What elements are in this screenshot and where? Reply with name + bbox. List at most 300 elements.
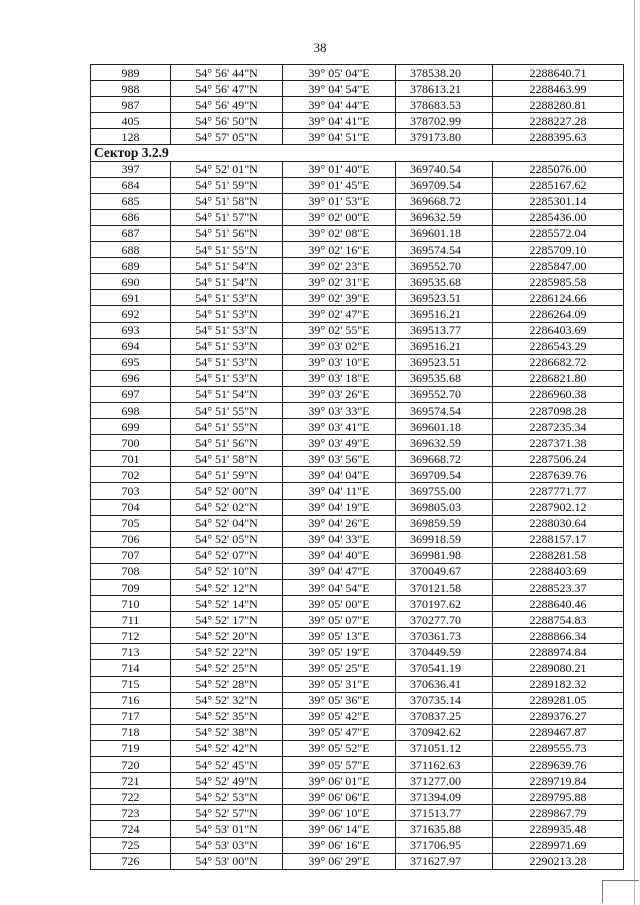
x-coordinate-cell: 371394.09 bbox=[396, 789, 493, 805]
point-number-cell: 684 bbox=[91, 177, 171, 193]
point-number-cell: 705 bbox=[91, 515, 171, 531]
y-coordinate-cell: 2287371.38 bbox=[493, 435, 624, 451]
table-row bbox=[91, 789, 624, 805]
section-header-row bbox=[91, 145, 624, 161]
y-coordinate-cell: 2286403.69 bbox=[493, 322, 624, 338]
x-coordinate-cell: 369709.54 bbox=[396, 467, 493, 483]
latitude-cell: 54° 52' 28"N bbox=[171, 676, 283, 692]
longitude-cell: 39° 03' 02"E bbox=[283, 338, 396, 354]
table-row bbox=[91, 306, 624, 322]
table-row bbox=[91, 499, 624, 515]
scan-corner-mark bbox=[602, 880, 639, 903]
latitude-cell: 54° 51' 55"N bbox=[171, 419, 283, 435]
longitude-cell: 39° 04' 26"E bbox=[283, 515, 396, 531]
latitude-cell: 54° 51' 53"N bbox=[171, 306, 283, 322]
latitude-cell: 54° 56' 44"N bbox=[171, 65, 283, 81]
table-row bbox=[91, 258, 624, 274]
latitude-cell: 54° 51' 54"N bbox=[171, 258, 283, 274]
y-coordinate-cell: 2288281.58 bbox=[493, 547, 624, 563]
point-number-cell: 714 bbox=[91, 660, 171, 676]
latitude-cell: 54° 52' 32"N bbox=[171, 692, 283, 708]
table-body-section bbox=[91, 161, 624, 869]
longitude-cell: 39° 01' 45"E bbox=[283, 177, 396, 193]
x-coordinate-cell: 369552.70 bbox=[396, 386, 493, 402]
latitude-cell: 54° 52' 38"N bbox=[171, 724, 283, 740]
point-number-cell: 719 bbox=[91, 740, 171, 756]
y-coordinate-cell: 2289935.48 bbox=[493, 821, 624, 837]
table-row bbox=[91, 563, 624, 579]
table-row bbox=[91, 274, 624, 290]
y-coordinate-cell: 2287902.12 bbox=[493, 499, 624, 515]
latitude-cell: 54° 52' 49"N bbox=[171, 773, 283, 789]
latitude-cell: 54° 56' 49"N bbox=[171, 97, 283, 113]
latitude-cell: 54° 51' 56"N bbox=[171, 225, 283, 241]
table-row bbox=[91, 370, 624, 386]
x-coordinate-cell: 369513.77 bbox=[396, 322, 493, 338]
point-number-cell: 696 bbox=[91, 370, 171, 386]
longitude-cell: 39° 02' 00"E bbox=[283, 209, 396, 225]
point-number-cell: 710 bbox=[91, 596, 171, 612]
x-coordinate-cell: 369516.21 bbox=[396, 306, 493, 322]
x-coordinate-cell: 371277.00 bbox=[396, 773, 493, 789]
point-number-cell: 715 bbox=[91, 676, 171, 692]
table-row bbox=[91, 402, 624, 418]
x-coordinate-cell: 371162.63 bbox=[396, 757, 493, 773]
longitude-cell: 39° 05' 47"E bbox=[283, 724, 396, 740]
point-number-cell: 716 bbox=[91, 692, 171, 708]
point-number-cell: 702 bbox=[91, 467, 171, 483]
x-coordinate-cell: 370361.73 bbox=[396, 628, 493, 644]
longitude-cell: 39° 04' 51"E bbox=[283, 129, 396, 145]
y-coordinate-cell: 2289467.87 bbox=[493, 724, 624, 740]
x-coordinate-cell: 369740.54 bbox=[396, 161, 493, 177]
table-row bbox=[91, 580, 624, 596]
longitude-cell: 39° 04' 47"E bbox=[283, 563, 396, 579]
latitude-cell: 54° 52' 20"N bbox=[171, 628, 283, 644]
latitude-cell: 54° 56' 47"N bbox=[171, 81, 283, 97]
point-number-cell: 397 bbox=[91, 161, 171, 177]
point-number-cell: 720 bbox=[91, 757, 171, 773]
latitude-cell: 54° 52' 14"N bbox=[171, 596, 283, 612]
x-coordinate-cell: 369981.98 bbox=[396, 547, 493, 563]
table-row bbox=[91, 386, 624, 402]
x-coordinate-cell: 369535.68 bbox=[396, 370, 493, 386]
longitude-cell: 39° 05' 42"E bbox=[283, 708, 396, 724]
latitude-cell: 54° 52' 02"N bbox=[171, 499, 283, 515]
latitude-cell: 54° 51' 55"N bbox=[171, 402, 283, 418]
table-row bbox=[91, 97, 624, 113]
longitude-cell: 39° 06' 06"E bbox=[283, 789, 396, 805]
point-number-cell: 718 bbox=[91, 724, 171, 740]
latitude-cell: 54° 56' 50"N bbox=[171, 113, 283, 129]
latitude-cell: 54° 52' 07"N bbox=[171, 547, 283, 563]
point-number-cell: 693 bbox=[91, 322, 171, 338]
y-coordinate-cell: 2289867.79 bbox=[493, 805, 624, 821]
longitude-cell: 39° 05' 13"E bbox=[283, 628, 396, 644]
x-coordinate-cell: 369668.72 bbox=[396, 193, 493, 209]
y-coordinate-cell: 2289639.76 bbox=[493, 757, 624, 773]
latitude-cell: 54° 51' 57"N bbox=[171, 209, 283, 225]
point-number-cell: 695 bbox=[91, 354, 171, 370]
point-number-cell: 690 bbox=[91, 274, 171, 290]
x-coordinate-cell: 369668.72 bbox=[396, 451, 493, 467]
table-row bbox=[91, 338, 624, 354]
x-coordinate-cell: 379173.80 bbox=[396, 129, 493, 145]
y-coordinate-cell: 2288640.46 bbox=[493, 596, 624, 612]
x-coordinate-cell: 378683.53 bbox=[396, 97, 493, 113]
table-row bbox=[91, 708, 624, 724]
point-number-cell: 708 bbox=[91, 563, 171, 579]
latitude-cell: 54° 51' 59"N bbox=[171, 467, 283, 483]
x-coordinate-cell: 371513.77 bbox=[396, 805, 493, 821]
y-coordinate-cell: 2289080.21 bbox=[493, 660, 624, 676]
x-coordinate-cell: 369535.68 bbox=[396, 274, 493, 290]
scan-edge-line bbox=[634, 0, 635, 905]
y-coordinate-cell: 2287098.28 bbox=[493, 402, 624, 418]
longitude-cell: 39° 02' 23"E bbox=[283, 258, 396, 274]
table-row bbox=[91, 547, 624, 563]
x-coordinate-cell: 378702.99 bbox=[396, 113, 493, 129]
y-coordinate-cell: 2285436.00 bbox=[493, 209, 624, 225]
table-row bbox=[91, 467, 624, 483]
table-row bbox=[91, 113, 624, 129]
table-row bbox=[91, 821, 624, 837]
longitude-cell: 39° 05' 31"E bbox=[283, 676, 396, 692]
x-coordinate-cell: 369523.51 bbox=[396, 290, 493, 306]
table-row bbox=[91, 628, 624, 644]
longitude-cell: 39° 02' 47"E bbox=[283, 306, 396, 322]
table-row bbox=[91, 290, 624, 306]
table-row bbox=[91, 161, 624, 177]
longitude-cell: 39° 04' 54"E bbox=[283, 81, 396, 97]
latitude-cell: 54° 57' 05"N bbox=[171, 129, 283, 145]
y-coordinate-cell: 2289795.88 bbox=[493, 789, 624, 805]
x-coordinate-cell: 369574.54 bbox=[396, 402, 493, 418]
point-number-cell: 689 bbox=[91, 258, 171, 274]
longitude-cell: 39° 04' 44"E bbox=[283, 97, 396, 113]
y-coordinate-cell: 2288974.84 bbox=[493, 644, 624, 660]
point-number-cell: 700 bbox=[91, 435, 171, 451]
x-coordinate-cell: 371051.12 bbox=[396, 740, 493, 756]
point-number-cell: 694 bbox=[91, 338, 171, 354]
point-number-cell: 722 bbox=[91, 789, 171, 805]
table-row bbox=[91, 209, 624, 225]
longitude-cell: 39° 06' 29"E bbox=[283, 853, 396, 869]
table-row bbox=[91, 837, 624, 853]
latitude-cell: 54° 52' 12"N bbox=[171, 580, 283, 596]
longitude-cell: 39° 02' 08"E bbox=[283, 225, 396, 241]
latitude-cell: 54° 52' 53"N bbox=[171, 789, 283, 805]
latitude-cell: 54° 51' 55"N bbox=[171, 242, 283, 258]
y-coordinate-cell: 2289281.05 bbox=[493, 692, 624, 708]
longitude-cell: 39° 02' 31"E bbox=[283, 274, 396, 290]
x-coordinate-cell: 369632.59 bbox=[396, 209, 493, 225]
latitude-cell: 54° 52' 22"N bbox=[171, 644, 283, 660]
longitude-cell: 39° 03' 18"E bbox=[283, 370, 396, 386]
x-coordinate-cell: 378538.20 bbox=[396, 65, 493, 81]
longitude-cell: 39° 05' 25"E bbox=[283, 660, 396, 676]
point-number-cell: 723 bbox=[91, 805, 171, 821]
y-coordinate-cell: 2286264.09 bbox=[493, 306, 624, 322]
y-coordinate-cell: 2288280.81 bbox=[493, 97, 624, 113]
longitude-cell: 39° 03' 33"E bbox=[283, 402, 396, 418]
table-row bbox=[91, 660, 624, 676]
x-coordinate-cell: 369859.59 bbox=[396, 515, 493, 531]
x-coordinate-cell: 371706.95 bbox=[396, 837, 493, 853]
longitude-cell: 39° 05' 00"E bbox=[283, 596, 396, 612]
y-coordinate-cell: 2288523.37 bbox=[493, 580, 624, 596]
table-row bbox=[91, 177, 624, 193]
point-number-cell: 128 bbox=[91, 129, 171, 145]
x-coordinate-cell: 370636.41 bbox=[396, 676, 493, 692]
x-coordinate-cell: 370942.62 bbox=[396, 724, 493, 740]
table-row bbox=[91, 322, 624, 338]
x-coordinate-cell: 370735.14 bbox=[396, 692, 493, 708]
table-row bbox=[91, 65, 624, 81]
table-row bbox=[91, 129, 624, 145]
point-number-cell: 711 bbox=[91, 612, 171, 628]
longitude-cell: 39° 03' 26"E bbox=[283, 386, 396, 402]
latitude-cell: 54° 51' 54"N bbox=[171, 386, 283, 402]
point-number-cell: 988 bbox=[91, 81, 171, 97]
latitude-cell: 54° 52' 10"N bbox=[171, 563, 283, 579]
point-number-cell: 685 bbox=[91, 193, 171, 209]
x-coordinate-cell: 370277.70 bbox=[396, 612, 493, 628]
longitude-cell: 39° 05' 36"E bbox=[283, 692, 396, 708]
y-coordinate-cell: 2289182.32 bbox=[493, 676, 624, 692]
point-number-cell: 703 bbox=[91, 483, 171, 499]
y-coordinate-cell: 2286682.72 bbox=[493, 354, 624, 370]
x-coordinate-cell: 369805.03 bbox=[396, 499, 493, 515]
y-coordinate-cell: 2286960.38 bbox=[493, 386, 624, 402]
longitude-cell: 39° 04' 04"E bbox=[283, 467, 396, 483]
table-row bbox=[91, 853, 624, 869]
longitude-cell: 39° 01' 40"E bbox=[283, 161, 396, 177]
longitude-cell: 39° 03' 56"E bbox=[283, 451, 396, 467]
y-coordinate-cell: 2285167.62 bbox=[493, 177, 624, 193]
y-coordinate-cell: 2287639.76 bbox=[493, 467, 624, 483]
y-coordinate-cell: 2288640.71 bbox=[493, 65, 624, 81]
y-coordinate-cell: 2286543.29 bbox=[493, 338, 624, 354]
table-row bbox=[91, 724, 624, 740]
longitude-cell: 39° 04' 54"E bbox=[283, 580, 396, 596]
y-coordinate-cell: 2288754.83 bbox=[493, 612, 624, 628]
y-coordinate-cell: 2290213.28 bbox=[493, 853, 624, 869]
x-coordinate-cell: 378613.21 bbox=[396, 81, 493, 97]
latitude-cell: 54° 52' 42"N bbox=[171, 740, 283, 756]
longitude-cell: 39° 05' 07"E bbox=[283, 612, 396, 628]
point-number-cell: 709 bbox=[91, 580, 171, 596]
y-coordinate-cell: 2288403.69 bbox=[493, 563, 624, 579]
table-row bbox=[91, 805, 624, 821]
y-coordinate-cell: 2285709.10 bbox=[493, 242, 624, 258]
point-number-cell: 691 bbox=[91, 290, 171, 306]
latitude-cell: 54° 51' 53"N bbox=[171, 354, 283, 370]
latitude-cell: 54° 51' 56"N bbox=[171, 435, 283, 451]
latitude-cell: 54° 52' 35"N bbox=[171, 708, 283, 724]
longitude-cell: 39° 05' 04"E bbox=[283, 65, 396, 81]
latitude-cell: 54° 51' 58"N bbox=[171, 193, 283, 209]
point-number-cell: 687 bbox=[91, 225, 171, 241]
y-coordinate-cell: 2289719.84 bbox=[493, 773, 624, 789]
x-coordinate-cell: 369709.54 bbox=[396, 177, 493, 193]
x-coordinate-cell: 371635.88 bbox=[396, 821, 493, 837]
point-number-cell: 726 bbox=[91, 853, 171, 869]
y-coordinate-cell: 2287235.34 bbox=[493, 419, 624, 435]
latitude-cell: 54° 52' 17"N bbox=[171, 612, 283, 628]
table-row bbox=[91, 773, 624, 789]
point-number-cell: 707 bbox=[91, 547, 171, 563]
section-header-group bbox=[91, 145, 624, 161]
latitude-cell: 54° 52' 45"N bbox=[171, 757, 283, 773]
x-coordinate-cell: 370197.62 bbox=[396, 596, 493, 612]
table-row bbox=[91, 757, 624, 773]
point-number-cell: 706 bbox=[91, 531, 171, 547]
table-row bbox=[91, 612, 624, 628]
point-number-cell: 704 bbox=[91, 499, 171, 515]
latitude-cell: 54° 51' 54"N bbox=[171, 274, 283, 290]
y-coordinate-cell: 2286821.80 bbox=[493, 370, 624, 386]
page-number: 38 bbox=[313, 40, 327, 55]
y-coordinate-cell: 2288157.17 bbox=[493, 531, 624, 547]
table-row bbox=[91, 451, 624, 467]
y-coordinate-cell: 2287506.24 bbox=[493, 451, 624, 467]
y-coordinate-cell: 2288463.99 bbox=[493, 81, 624, 97]
table-row bbox=[91, 435, 624, 451]
table-row bbox=[91, 740, 624, 756]
point-number-cell: 725 bbox=[91, 837, 171, 853]
point-number-cell: 713 bbox=[91, 644, 171, 660]
y-coordinate-cell: 2288030.64 bbox=[493, 515, 624, 531]
x-coordinate-cell: 369516.21 bbox=[396, 338, 493, 354]
longitude-cell: 39° 04' 40"E bbox=[283, 547, 396, 563]
x-coordinate-cell: 369574.54 bbox=[396, 242, 493, 258]
point-number-cell: 701 bbox=[91, 451, 171, 467]
point-number-cell: 698 bbox=[91, 402, 171, 418]
y-coordinate-cell: 2285076.00 bbox=[493, 161, 624, 177]
longitude-cell: 39° 06' 01"E bbox=[283, 773, 396, 789]
table-row bbox=[91, 644, 624, 660]
longitude-cell: 39° 04' 11"E bbox=[283, 483, 396, 499]
point-number-cell: 688 bbox=[91, 242, 171, 258]
y-coordinate-cell: 2289971.69 bbox=[493, 837, 624, 853]
longitude-cell: 39° 04' 33"E bbox=[283, 531, 396, 547]
longitude-cell: 39° 01' 53"E bbox=[283, 193, 396, 209]
y-coordinate-cell: 2288866.34 bbox=[493, 628, 624, 644]
longitude-cell: 39° 03' 41"E bbox=[283, 419, 396, 435]
longitude-cell: 39° 06' 16"E bbox=[283, 837, 396, 853]
point-number-cell: 712 bbox=[91, 628, 171, 644]
latitude-cell: 54° 53' 03"N bbox=[171, 837, 283, 853]
y-coordinate-cell: 2289555.73 bbox=[493, 740, 624, 756]
table-row bbox=[91, 354, 624, 370]
longitude-cell: 39° 05' 52"E bbox=[283, 740, 396, 756]
y-coordinate-cell: 2289376.27 bbox=[493, 708, 624, 724]
latitude-cell: 54° 52' 25"N bbox=[171, 660, 283, 676]
latitude-cell: 54° 51' 53"N bbox=[171, 290, 283, 306]
x-coordinate-cell: 369601.18 bbox=[396, 419, 493, 435]
longitude-cell: 39° 02' 55"E bbox=[283, 322, 396, 338]
x-coordinate-cell: 369918.59 bbox=[396, 531, 493, 547]
longitude-cell: 39° 06' 10"E bbox=[283, 805, 396, 821]
longitude-cell: 39° 03' 10"E bbox=[283, 354, 396, 370]
table-row bbox=[91, 193, 624, 209]
x-coordinate-cell: 370121.58 bbox=[396, 580, 493, 596]
x-coordinate-cell: 369523.51 bbox=[396, 354, 493, 370]
point-number-cell: 721 bbox=[91, 773, 171, 789]
latitude-cell: 54° 51' 53"N bbox=[171, 338, 283, 354]
point-number-cell: 724 bbox=[91, 821, 171, 837]
latitude-cell: 54° 51' 59"N bbox=[171, 177, 283, 193]
longitude-cell: 39° 04' 41"E bbox=[283, 113, 396, 129]
y-coordinate-cell: 2287771.77 bbox=[493, 483, 624, 499]
longitude-cell: 39° 06' 14"E bbox=[283, 821, 396, 837]
table-row bbox=[91, 225, 624, 241]
longitude-cell: 39° 02' 39"E bbox=[283, 290, 396, 306]
latitude-cell: 54° 52' 00"N bbox=[171, 483, 283, 499]
point-number-cell: 686 bbox=[91, 209, 171, 225]
latitude-cell: 54° 53' 00"N bbox=[171, 853, 283, 869]
point-number-cell: 987 bbox=[91, 97, 171, 113]
section-title: Сектор 3.2.9 bbox=[91, 145, 624, 161]
point-number-cell: 405 bbox=[91, 113, 171, 129]
x-coordinate-cell: 369755.00 bbox=[396, 483, 493, 499]
latitude-cell: 54° 51' 53"N bbox=[171, 370, 283, 386]
latitude-cell: 54° 52' 57"N bbox=[171, 805, 283, 821]
point-number-cell: 717 bbox=[91, 708, 171, 724]
y-coordinate-cell: 2288395.63 bbox=[493, 129, 624, 145]
table-row bbox=[91, 81, 624, 97]
longitude-cell: 39° 02' 16"E bbox=[283, 242, 396, 258]
x-coordinate-cell: 369552.70 bbox=[396, 258, 493, 274]
table-row bbox=[91, 692, 624, 708]
table-row bbox=[91, 596, 624, 612]
y-coordinate-cell: 2286124.66 bbox=[493, 290, 624, 306]
table-row bbox=[91, 531, 624, 547]
longitude-cell: 39° 05' 57"E bbox=[283, 757, 396, 773]
table-body-top bbox=[91, 65, 624, 145]
x-coordinate-cell: 371627.97 bbox=[396, 853, 493, 869]
latitude-cell: 54° 52' 04"N bbox=[171, 515, 283, 531]
latitude-cell: 54° 53' 01"N bbox=[171, 821, 283, 837]
y-coordinate-cell: 2285847.00 bbox=[493, 258, 624, 274]
table-row bbox=[91, 515, 624, 531]
x-coordinate-cell: 369601.18 bbox=[396, 225, 493, 241]
point-number-cell: 697 bbox=[91, 386, 171, 402]
table-row bbox=[91, 676, 624, 692]
x-coordinate-cell: 370449.59 bbox=[396, 644, 493, 660]
latitude-cell: 54° 51' 53"N bbox=[171, 322, 283, 338]
latitude-cell: 54° 52' 05"N bbox=[171, 531, 283, 547]
point-number-cell: 692 bbox=[91, 306, 171, 322]
x-coordinate-cell: 369632.59 bbox=[396, 435, 493, 451]
latitude-cell: 54° 52' 01"N bbox=[171, 161, 283, 177]
point-number-cell: 989 bbox=[91, 65, 171, 81]
point-number-cell: 699 bbox=[91, 419, 171, 435]
y-coordinate-cell: 2285985.58 bbox=[493, 274, 624, 290]
table-row bbox=[91, 419, 624, 435]
x-coordinate-cell: 370541.19 bbox=[396, 660, 493, 676]
longitude-cell: 39° 04' 19"E bbox=[283, 499, 396, 515]
x-coordinate-cell: 370837.25 bbox=[396, 708, 493, 724]
latitude-cell: 54° 51' 58"N bbox=[171, 451, 283, 467]
coordinates-table bbox=[90, 64, 624, 870]
longitude-cell: 39° 05' 19"E bbox=[283, 644, 396, 660]
y-coordinate-cell: 2288227.28 bbox=[493, 113, 624, 129]
y-coordinate-cell: 2285572.04 bbox=[493, 225, 624, 241]
y-coordinate-cell: 2285301.14 bbox=[493, 193, 624, 209]
table-row bbox=[91, 242, 624, 258]
